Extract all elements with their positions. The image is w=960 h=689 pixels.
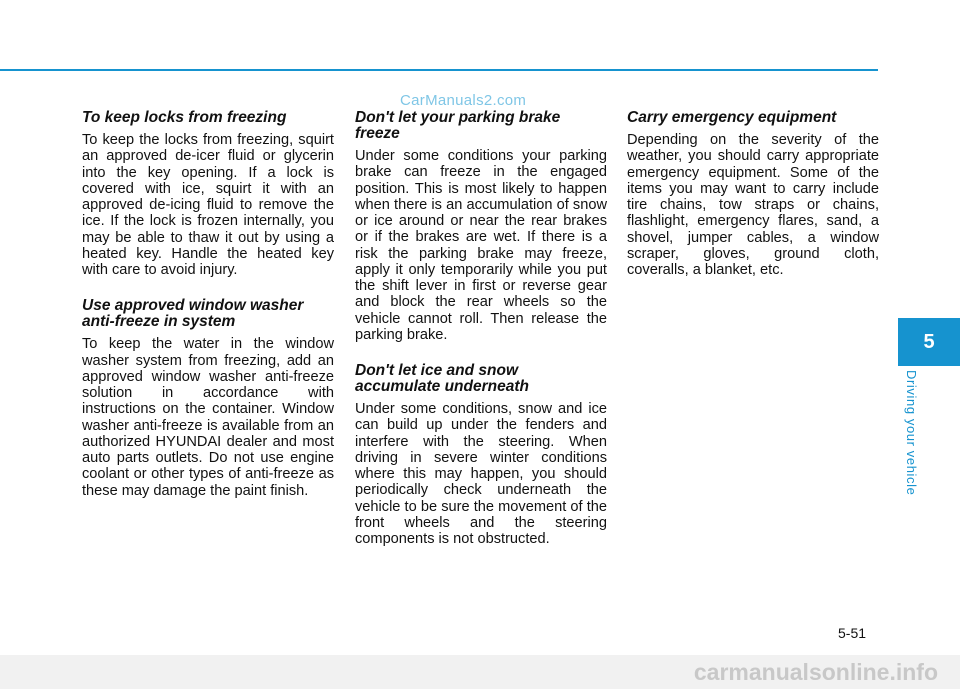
section-heading-locks: To keep locks from freezing bbox=[82, 109, 287, 126]
section-heading-ice-snow: Don't let ice and snow accumulate underneath bbox=[355, 362, 529, 395]
section-body-emergency: Depending on the severity of the weather, you should carry appropriate emergency equipment. Some of the items you may want to carry include tire chains, tow straps or chains, flashlight, emergency flares, sand, a shovel, jumper cables, a window scraper, gloves, ground cloth, coveralls, a blanket, etc. bbox=[627, 132, 879, 278]
column-right bbox=[627, 110, 879, 298]
section-body-locks: To keep the locks from freezing, squirt an approved de-icer fluid or glycerin into the key opening. If a lock is covered with ice, squirt it with an approved de-icing fluid to remove the ice. If the lock is frozen internally, you may be able to thaw it out by using a heated key. Handle the heated key with care to avoid injury. bbox=[82, 132, 334, 278]
section-body-ice-snow: Under some conditions, snow and ice can build up under the fenders and interfere with the steering. When driving in severe winter conditions where this may happen, you should periodically check underneath the vehicle to be sure the movement of the front wheels and the steering components is not obstructed. bbox=[355, 401, 607, 547]
page-number: 5-51 bbox=[838, 625, 867, 641]
chapter-tab: 5 bbox=[898, 318, 960, 366]
section-heading-emergency: Carry emergency equipment bbox=[627, 109, 837, 126]
watermark-top: CarManuals2.com bbox=[400, 92, 527, 109]
watermark-bottom: carmanualsonline.info bbox=[693, 659, 938, 685]
chapter-title: Driving your vehicle bbox=[904, 370, 919, 496]
section-body-washer: To keep the water in the window washer system from freezing, add an approved window washer anti-freeze solution in accordance with instructions on the container. Window washer anti-freeze is available from an authorized HYUNDAI dealer and most auto parts outlets. Do not use engine coolant or other types of anti-freeze as these may damage the paint finish. bbox=[82, 336, 334, 499]
section-body-parking-brake: Under some conditions your parking brake can freeze in the engaged position. This is most likely to happen when there is an accumulation of snow or ice around or near the rear brakes or if the brakes are wet. If there is a risk the parking brake may freeze, apply it only temporarily while you put the shift lever in first or reverse gear and block the rear wheels so the vehicle cannot roll. Then release the parking brake. bbox=[355, 148, 607, 343]
column-middle bbox=[355, 110, 607, 567]
section-heading-parking-brake: Don't let your parking brake freeze bbox=[355, 109, 561, 142]
column-left bbox=[82, 110, 334, 519]
top-rule bbox=[0, 69, 878, 71]
section-heading-washer: Use approved window washer anti-freeze in system bbox=[82, 297, 304, 331]
